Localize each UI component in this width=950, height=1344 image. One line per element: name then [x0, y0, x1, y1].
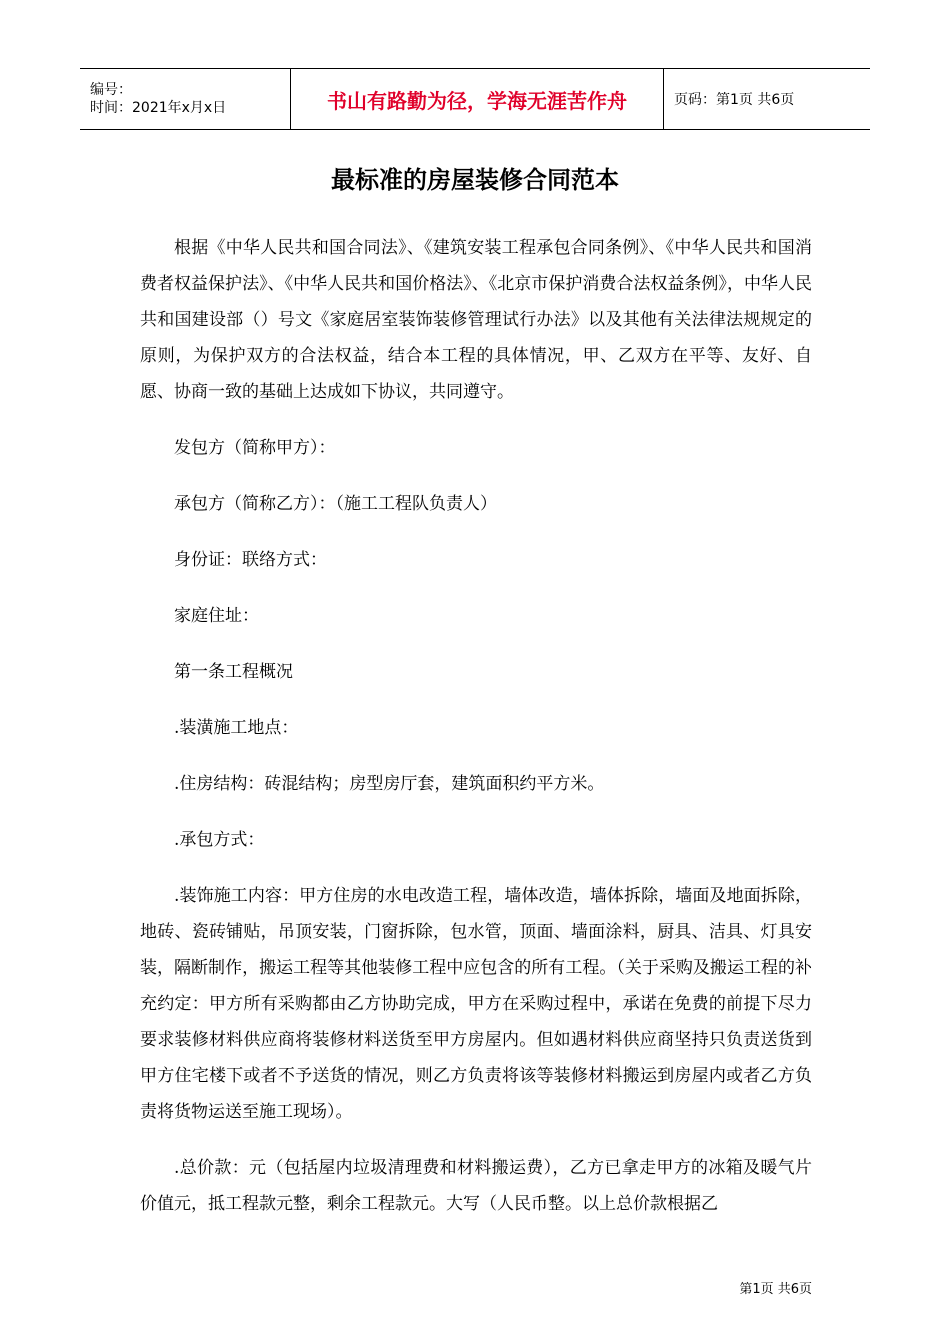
paragraph-party-a: 发包方（简称甲方）：	[174, 438, 336, 458]
paragraph-work-content: .装饰施工内容：甲方住房的水电改造工程，墙体改造，墙体拆除，墙面及地面拆除，地砖、瓷砖铺贴，吊顶安装，门窗拆除，包水管，顶面、墙面涂料，厨具、洁具、灯具安装，隔断制作，搬运工程等其他装修工程中应包含的所有工程。（关于采购及搬运工程的补充约定：甲方所有采购都由乙方协助完成，甲方在采购过程中，承诺在免费的前提下尽力要求装修材料供应商将装修材料送货至甲方房屋内。但如遇材料供应商坚持只负责送货到甲方住宅楼下或者不予送货的情况，则乙方负责将该等装修材料搬运到房屋内或者乙方负责将货物运送至施工现场）。	[140, 886, 812, 1122]
paragraph-article-1: 第一条工程概况	[174, 662, 293, 682]
paragraph-location: .装潢施工地点：	[174, 718, 299, 738]
number-label: 编号：	[90, 82, 132, 98]
header-page-code: 页码：第1页 共6页	[674, 92, 795, 108]
header-motto	[290, 69, 664, 129]
header-table	[80, 68, 870, 130]
paragraph-contract-mode: .承包方式：	[174, 830, 265, 850]
paragraph-address: 家庭住址：	[174, 606, 259, 626]
page-footer: 第1页 共6页	[739, 1282, 812, 1297]
paragraph-id-contact: 身份证：联络方式：	[174, 550, 327, 570]
paragraph-total-price: .总价款：元（包括屋内垃圾清理费和材料搬运费），乙方已拿走甲方的冰箱及暖气片价值元，抵工程款元整，剩余工程款元。大写（人民币整。以上总价款根据乙	[140, 1158, 812, 1214]
paragraph-preamble: 根据《中华人民共和国合同法》、《建筑安装工程承包合同条例》、《中华人民共和国消费者权益保护法》、《中华人民共和国价格法》、《北京市保护消费合法权益条例》，中华人民共和国建设部（）号文《家庭居室装饰装修管理试行办法》以及其他有关法律法规规定的原则，为保护双方的合法权益，结合本工程的具体情况，甲、乙双方在平等、友好、自愿、协商一致的基础上达成如下协议，共同遵守。	[140, 238, 812, 402]
header-meta	[80, 69, 290, 129]
motto-text: 书山有路勤为径，学海无涯苦作舟	[327, 88, 627, 113]
document-body	[140, 230, 812, 1222]
paragraph-party-b: 承包方（简称乙方）：（施工工程队负责人）	[174, 494, 497, 514]
time-label: 时间：2021年x月x日	[90, 100, 227, 116]
paragraph-structure: .住房结构：砖混结构；房型房厅套，建筑面积约平方米。	[174, 774, 605, 794]
document-title: 最标准的房屋装修合同范本	[331, 166, 619, 194]
